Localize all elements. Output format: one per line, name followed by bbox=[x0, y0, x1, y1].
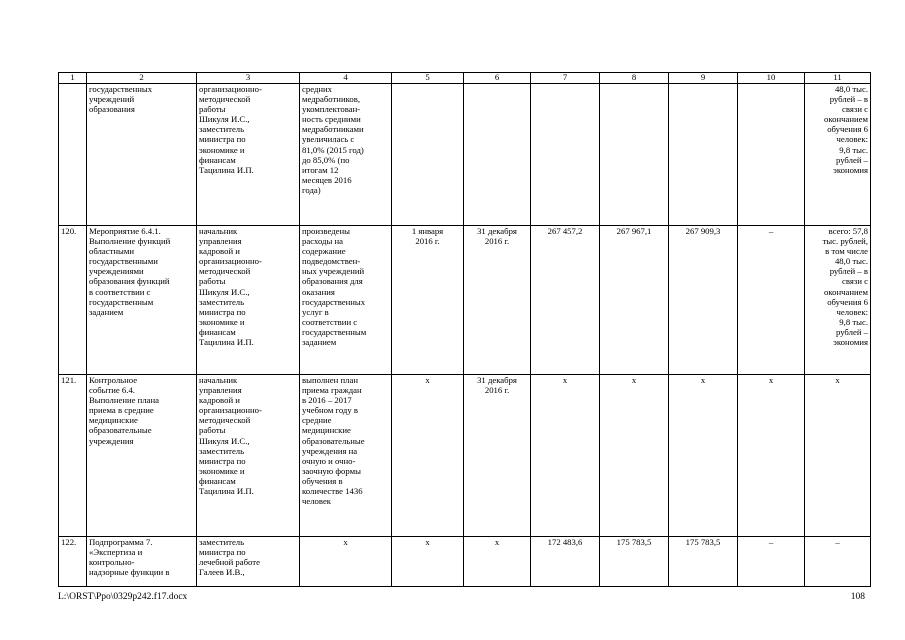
responsible: организационно- методической работы Шикуля И.С., заместитель министра по экономике и финансам Тацилина И.П. bbox=[197, 84, 300, 226]
note: x bbox=[805, 375, 871, 537]
result: произведены расходы на содержание подведомствен- ных учреждений образования для оказания государственных услуг в соответствии с государственным заданием bbox=[300, 226, 392, 375]
responsible: заместитель министра по лечебной работе Галеев И.В., bbox=[197, 537, 300, 587]
report-table bbox=[58, 72, 871, 587]
header-cell: 4 bbox=[300, 73, 392, 84]
amount-other bbox=[738, 84, 805, 226]
event-name: Подпрограмма 7. «Экспертиза и контрольно- надзорные функции в bbox=[87, 537, 197, 587]
end-date bbox=[464, 84, 531, 226]
row-number: 120. bbox=[59, 226, 87, 375]
event-name: Контрольное событие 6.4. Выполнение плана приема в средние медицинские образовательные учреждения bbox=[87, 375, 197, 537]
amount-approved: 175 783,5 bbox=[600, 537, 669, 587]
start-date: 1 января 2016 г. bbox=[392, 226, 464, 375]
result: x bbox=[300, 537, 392, 587]
header-cell: 6 bbox=[464, 73, 531, 84]
header-cell: 11 bbox=[805, 73, 871, 84]
file-path: L:\ORST\Ppo\0329p242.f17.docx bbox=[58, 592, 188, 602]
end-date: 31 декабря 2016 г. bbox=[464, 375, 531, 537]
table-row bbox=[59, 537, 871, 587]
note: 48,0 тыс. рублей – в связи с окончанием обучения 6 человек: 9,8 тыс. рублей – экономия bbox=[805, 84, 871, 226]
header-cell: 10 bbox=[738, 73, 805, 84]
event-name: государственных учреждений образования bbox=[87, 84, 197, 226]
amount-planned: 267 457,2 bbox=[531, 226, 600, 375]
responsible: начальник управления кадровой и организационно- методической работы Шикуля И.С., заместитель министра по экономике и финансам Тацилина И.П. bbox=[197, 375, 300, 537]
header-cell: 1 bbox=[59, 73, 87, 84]
result: выполнен план приема граждан в 2016 – 2017 учебном году в средние медицинские образовательные учреждения на очную и очно- заочную формы обучения в количестве 1436 человек bbox=[300, 375, 392, 537]
header-cell: 9 bbox=[669, 73, 738, 84]
amount-planned: 172 483,6 bbox=[531, 537, 600, 587]
amount-other: – bbox=[738, 226, 805, 375]
amount-planned bbox=[531, 84, 600, 226]
amount-other: – bbox=[738, 537, 805, 587]
header-cell: 7 bbox=[531, 73, 600, 84]
header-cell: 3 bbox=[197, 73, 300, 84]
end-date: x bbox=[464, 537, 531, 587]
start-date: x bbox=[392, 537, 464, 587]
amount-actual: 175 783,5 bbox=[669, 537, 738, 587]
amount-approved bbox=[600, 84, 669, 226]
row-number bbox=[59, 84, 87, 226]
table-row bbox=[59, 226, 871, 375]
note: всего: 57,8 тыс. рублей, в том числе 48,0 тыс. рублей – в связи с окончанием обучения 6 человек: 9,8 тыс. рублей – экономия bbox=[805, 226, 871, 375]
amount-actual bbox=[669, 84, 738, 226]
table-row bbox=[59, 84, 871, 226]
event-name: Мероприятие 6.4.1. Выполнение функций областными государственными учреждениями образования функций в соответствии с государственным заданием bbox=[87, 226, 197, 375]
end-date: 31 декабря 2016 г. bbox=[464, 226, 531, 375]
row-number: 121. bbox=[59, 375, 87, 537]
start-date: x bbox=[392, 375, 464, 537]
amount-approved: 267 967,1 bbox=[600, 226, 669, 375]
header-row bbox=[59, 73, 871, 84]
note: – bbox=[805, 537, 871, 587]
header-cell: 2 bbox=[87, 73, 197, 84]
page-number: 108 bbox=[850, 592, 865, 602]
responsible: начальник управления кадровой и организационно- методической работы Шикуля И.С., заместитель министра по экономике и финансам Тацилина И.П. bbox=[197, 226, 300, 375]
result: средних медработников, укомплектован- ность средними медработниками увеличилась с 81,0% (2015 год) до 85,0% (по итогам 12 месяцев 2016 года) bbox=[300, 84, 392, 226]
amount-approved: x bbox=[600, 375, 669, 537]
start-date bbox=[392, 84, 464, 226]
amount-actual: 267 909,3 bbox=[669, 226, 738, 375]
header-cell: 5 bbox=[392, 73, 464, 84]
amount-planned: x bbox=[531, 375, 600, 537]
amount-actual: x bbox=[669, 375, 738, 537]
amount-other: x bbox=[738, 375, 805, 537]
row-number: 122. bbox=[59, 537, 87, 587]
table-row bbox=[59, 375, 871, 537]
header-cell: 8 bbox=[600, 73, 669, 84]
